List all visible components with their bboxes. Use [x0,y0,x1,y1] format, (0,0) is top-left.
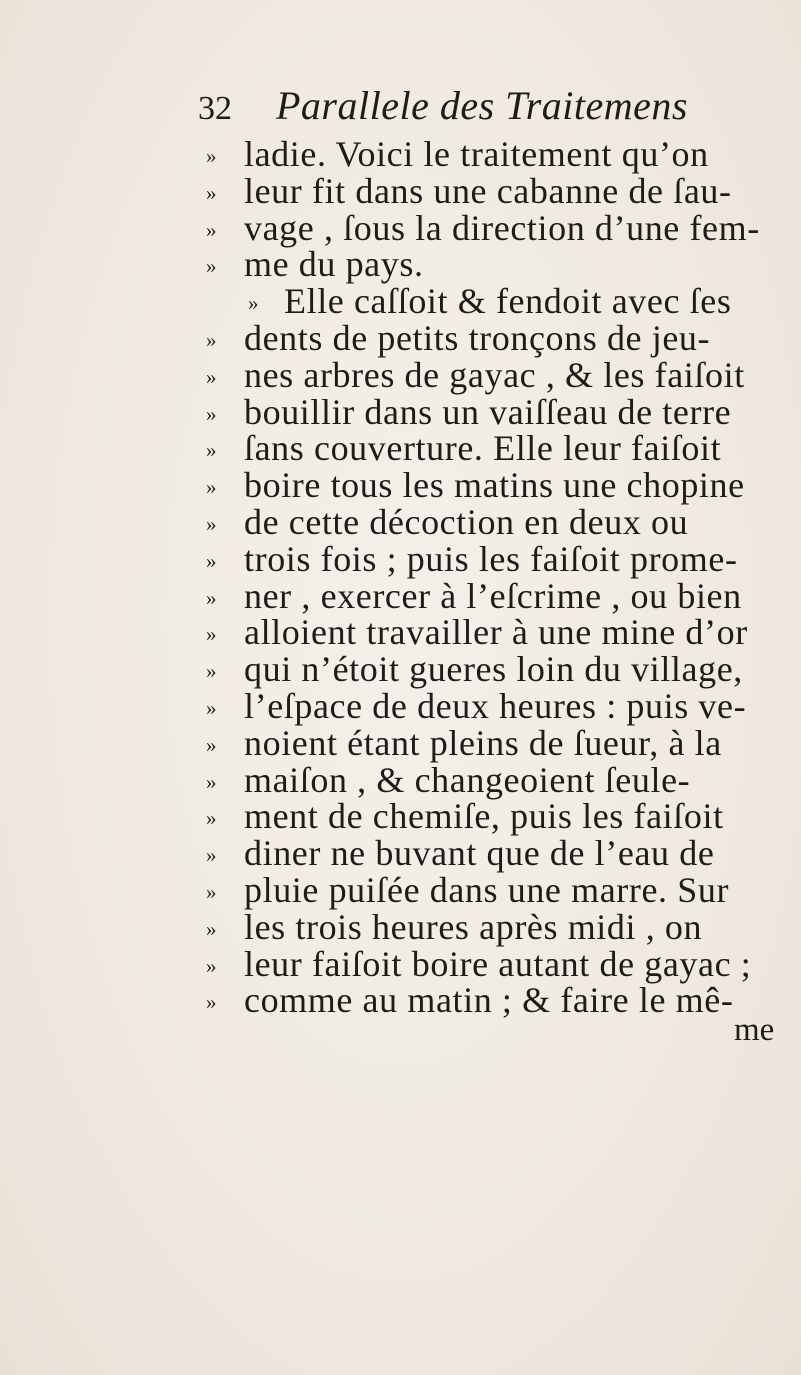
quote-mark: » [248,291,259,316]
page-number: 32 [198,90,232,127]
line-text: dents de petits tronçons de jeu- [244,317,711,358]
text-line [0,538,801,579]
quote-mark: » [206,327,217,352]
line-text: nes arbres de gayac , & les faiſoit [244,354,745,395]
text-line [0,317,801,358]
quote-mark: » [206,695,217,720]
line-text: qui n’étoit gueres loin du village, [244,649,743,690]
quote-mark: » [206,475,217,500]
running-title: Parallele des Traitemens [276,83,688,128]
text-line [0,651,801,688]
text-line [0,170,801,211]
line-text: de cette décoction en deux ou [244,501,689,542]
line-text: ner , exercer à l’eſcrime , ou bien [244,575,742,616]
page-header [198,82,688,132]
quote-mark: » [206,622,217,647]
quote-mark: » [206,548,217,573]
text-line [0,391,801,432]
text-line [0,759,801,800]
quote-mark: » [206,511,217,536]
text-line [0,943,801,984]
quote-mark: » [206,953,217,978]
line-text: diner ne buvant que de l’eau de [244,833,715,874]
quote-mark: » [206,732,217,757]
text-line [0,982,801,1019]
line-text: noient étant pleins de ſueur, à la [244,722,722,763]
line-text: comme au matin ; & faire le mê- [244,980,734,1021]
line-text: vage , ſous la direction d’une fem- [244,207,760,248]
line-text: me du pays. [244,244,424,285]
text-line [0,906,801,947]
line-text: Elle caſſoit & fendoit avec ſes [284,281,732,322]
quote-mark: » [206,769,217,794]
quote-mark: » [206,217,217,242]
text-line [0,246,801,283]
quote-mark: » [206,843,217,868]
catchword: me [734,1012,775,1048]
line-text: pluie puiſée dans une marre. Sur [244,869,730,910]
quote-mark: » [206,916,217,941]
line-text: ladie. Voici le traitement qu’on [244,134,709,174]
text-line [0,354,801,395]
text-line [0,798,801,835]
text-line [0,467,801,504]
line-text: trois fois ; puis les faiſoit prome- [244,538,738,579]
text-line [0,575,801,616]
line-text: les trois heures après midi , on [244,906,703,947]
line-text: leur fit dans une cabanne de ſau- [244,170,732,211]
quote-mark: » [206,144,217,168]
quote-mark: » [206,254,217,279]
text-block [0,136,801,1019]
text-line [0,835,801,872]
line-text: maiſon , & changeoient ſeule- [244,759,691,800]
line-text: alloient travailler à une mine d’or [244,612,748,653]
quote-mark: » [206,659,217,684]
line-text: boire tous les matins une chopine [244,465,745,506]
quote-mark: » [206,990,217,1015]
text-line [0,614,801,651]
text-line [0,430,801,467]
text-line [0,501,801,542]
quote-mark: » [206,806,217,831]
line-text: bouillir dans un vaiſſeau de terre [244,391,732,432]
quote-mark: » [206,585,217,610]
quote-mark: » [206,438,217,463]
text-line [0,136,801,173]
text-line [0,869,801,910]
quote-mark: » [206,401,217,426]
quote-mark: » [206,180,217,205]
text-line [0,722,801,763]
line-text: ſans couverture. Elle leur faiſoit [244,428,722,469]
text-line [0,685,801,726]
quote-mark: » [206,364,217,389]
line-text: ment de chemiſe, puis les faiſoit [244,796,724,837]
text-line [0,283,801,320]
line-text: leur faiſoit boire autant de gayac ; [244,943,752,984]
line-text: l’eſpace de deux heures : puis ve- [244,685,747,726]
quote-mark: » [206,879,217,904]
text-line [0,207,801,248]
